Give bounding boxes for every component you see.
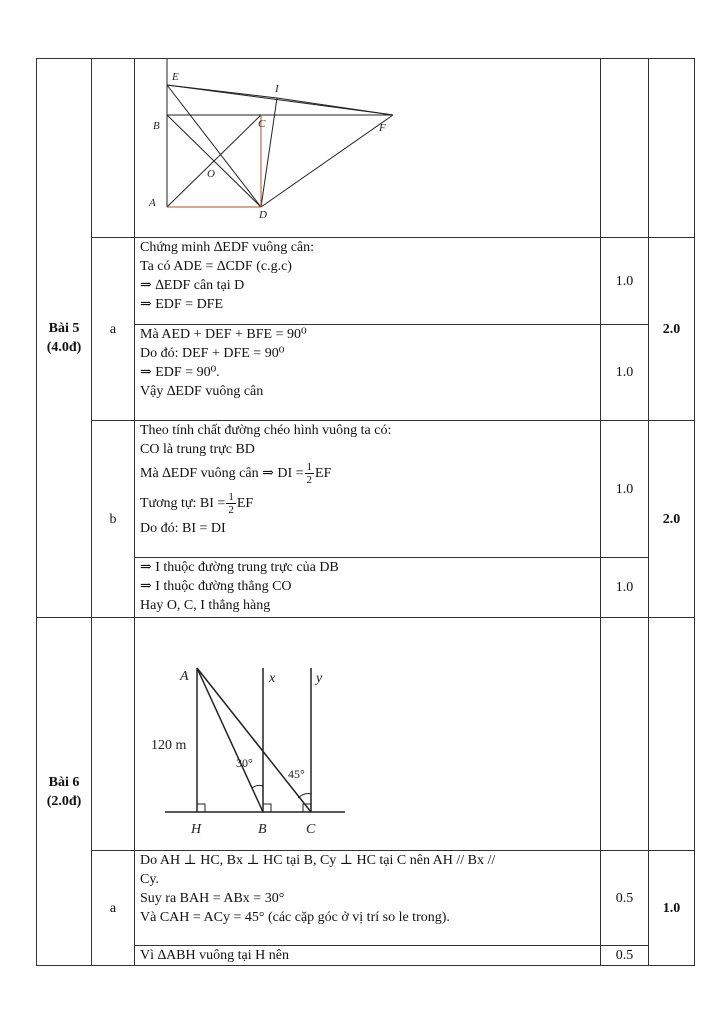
- tower-angle-figure: [135, 618, 601, 844]
- bai5-b-part1-score: 1.0: [601, 421, 649, 558]
- label-angle-45: 45°: [288, 767, 305, 781]
- bai6-a-part2: Vì ∆ABH vuông tại H nên: [135, 946, 601, 966]
- bai5-b-part1: Theo tính chất đường chéo hình vuông ta có: CO là trung trực BD Mà ∆EDF vuông cân ⇒ DI = $\frac{1}{2}$ EF Tương tự: BI = $\frac{1}{2}$ EF Do đó: BI = DI: [135, 421, 601, 558]
- bai6-a-label: a: [92, 851, 135, 966]
- label-B6: B: [258, 822, 267, 837]
- bai5-a-part1: Chứng minh ∆EDF vuông cân: Ta có ADE = ∆CDF (c.g.c) ⇒ ∆EDF cân tại D ⇒ EDF = DFE: [135, 238, 601, 325]
- bai6-cell: [37, 618, 92, 966]
- label-C6: C: [306, 822, 316, 837]
- label-I: I: [275, 83, 279, 95]
- bai6-figure-cell: [135, 618, 601, 851]
- bai5-title: Bài 5: [48, 321, 80, 336]
- bai6-a-total: 1.0: [649, 851, 695, 966]
- label-C: C: [258, 118, 266, 130]
- label-B: B: [153, 120, 160, 132]
- bai6-points: (2.0đ): [46, 793, 82, 809]
- label-F: F: [379, 122, 386, 134]
- bai5-cell: [37, 59, 92, 618]
- bai5-b-part2: ⇒ I thuộc đường trung trực của DB ⇒ I thuộc đường thẳng CO Hay O, C, I thẳng hàng: [135, 558, 601, 618]
- square-geometry-figure: [135, 59, 601, 231]
- bai6-title: Bài 6: [48, 774, 80, 790]
- label-H: H: [191, 822, 202, 837]
- label-y: y: [316, 671, 323, 686]
- bai5-a-part2-score: 1.0: [601, 325, 649, 421]
- bai5-points: (4.0đ): [46, 340, 82, 355]
- bai5-a-total: 2.0: [649, 238, 695, 421]
- label-E: E: [172, 71, 179, 83]
- bai6-a-part1-score: 0.5: [601, 851, 649, 946]
- answer-table: [36, 58, 695, 966]
- bai6-a-part2-score: 0.5: [601, 946, 649, 966]
- label-O: O: [207, 168, 215, 180]
- bai5-a-label: a: [92, 238, 135, 421]
- bai5-figure-cell: [135, 59, 601, 238]
- label-D: D: [259, 209, 267, 221]
- label-angle-30: 30°: [236, 756, 253, 770]
- fraction-half: $\frac{1}{2}$: [228, 491, 234, 517]
- bai5-a-part2: Mà AED + DEF + BFE = 90⁰ Do đó: DEF + DFE = 90⁰ ⇒ EDF = 90⁰. Vậy ∆EDF vuông cân: [135, 325, 601, 421]
- label-A: A: [149, 197, 156, 209]
- bai5-b-label: b: [92, 421, 135, 618]
- bai5-b-total: 2.0: [649, 421, 695, 618]
- label-A6: A: [180, 669, 189, 684]
- bai5-a-part1-score: 1.0: [601, 238, 649, 325]
- label-height: 120 m: [151, 738, 187, 753]
- label-x: x: [269, 671, 276, 686]
- fraction-half: $\frac{1}{2}$: [306, 461, 313, 487]
- bai6-a-part1: Do AH ⊥ HC, Bx ⊥ HC tại B, Cy ⊥ HC tại C nên AH // Bx // Cy. Suy ra BAH = ABx = 30° Và CAH = ACy = 45° (các cặp góc ở vị trí so le trong).: [135, 851, 601, 946]
- bai5-b-part2-score: 1.0: [601, 558, 649, 618]
